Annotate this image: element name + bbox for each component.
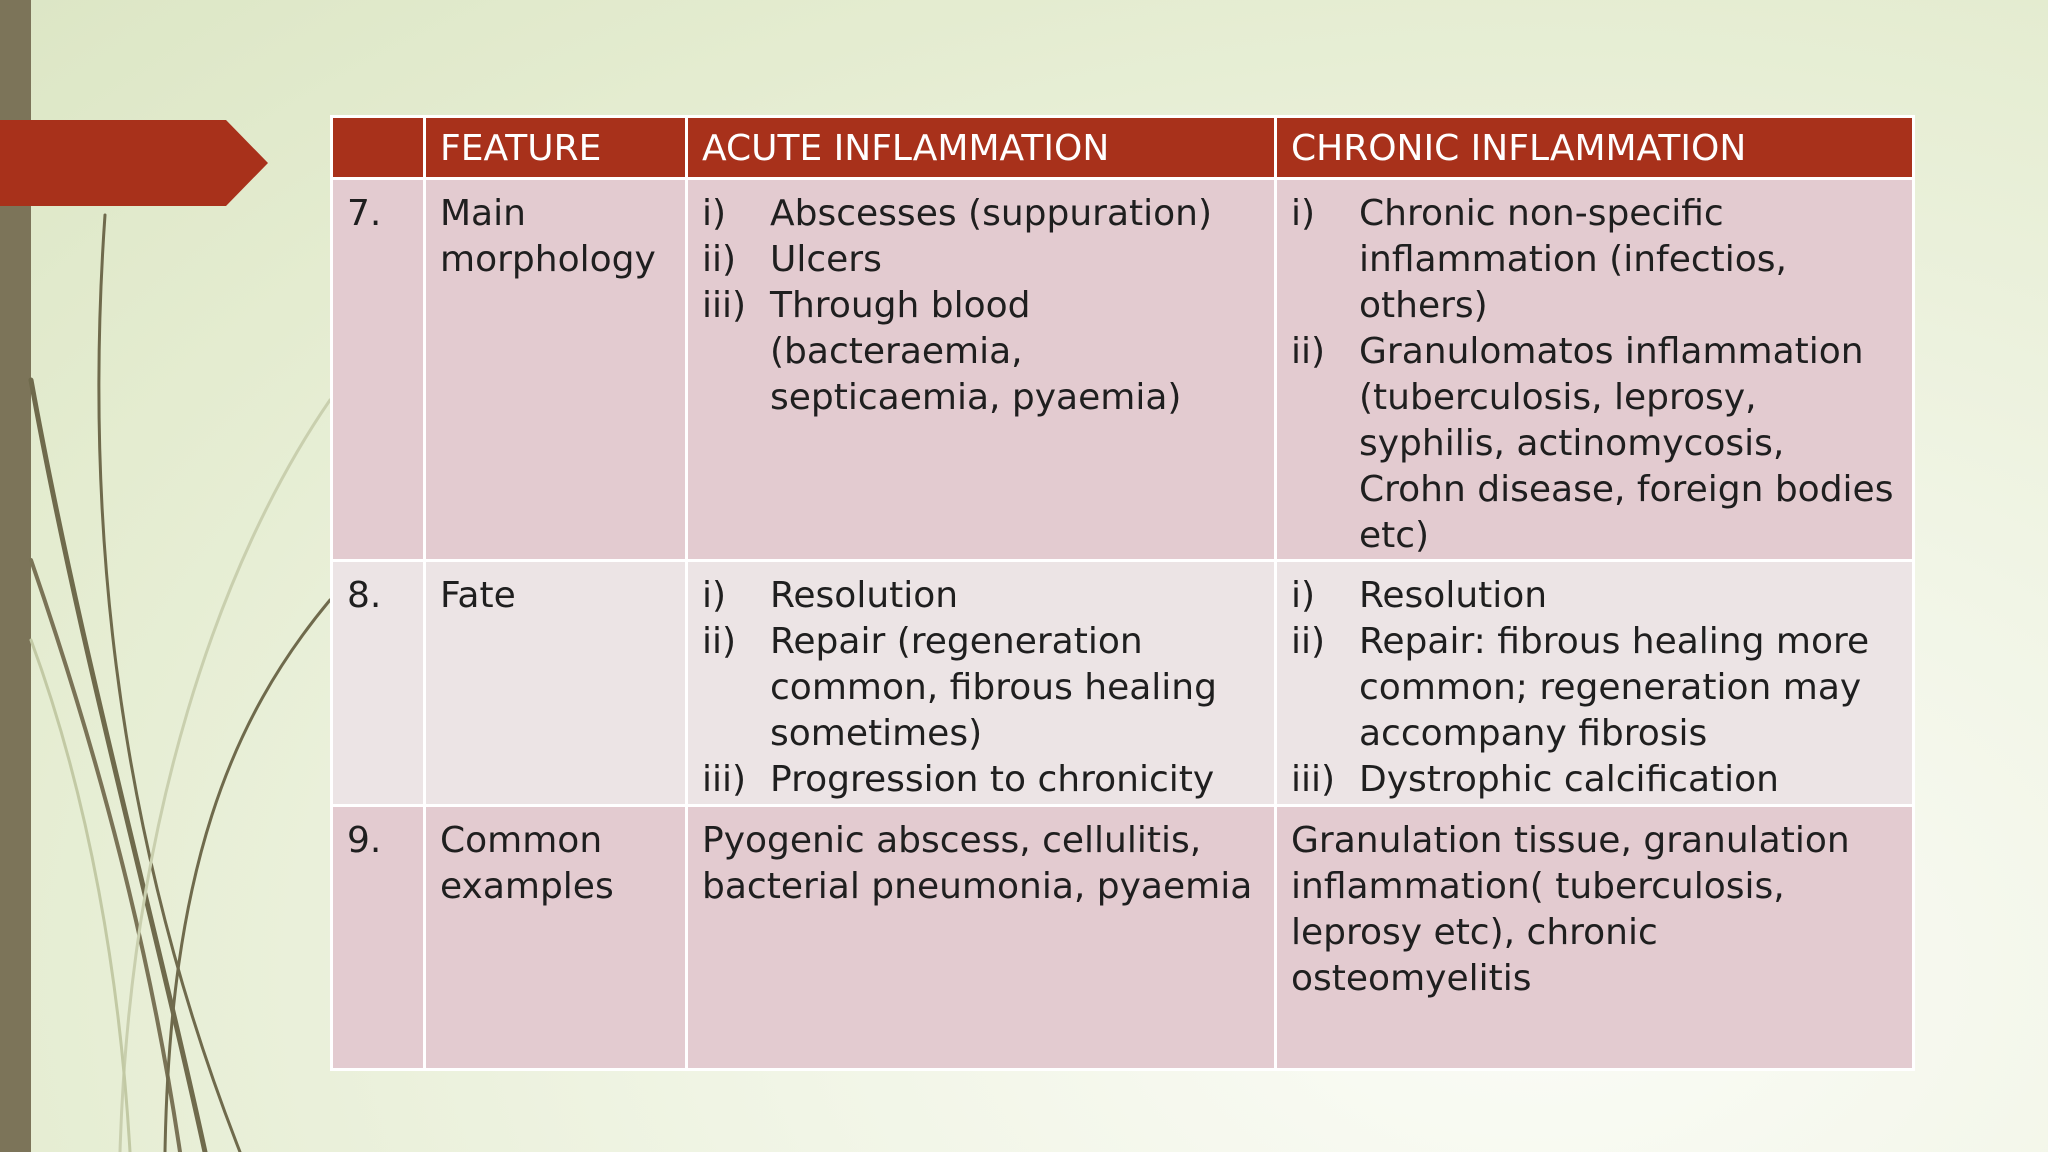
- chronic-cell: [1276, 561, 1914, 806]
- table-row: [332, 179, 1914, 561]
- table-row: [332, 561, 1914, 806]
- list-item: [1291, 573, 1898, 619]
- list-item: [702, 237, 1260, 283]
- list-marker: ii): [702, 621, 737, 662]
- row-num: 8.: [332, 561, 425, 806]
- list-text: Chronic non-specific inflammation (infectios, others): [1359, 193, 1787, 326]
- row-num: 9.: [332, 806, 425, 1070]
- list-marker: ii): [1291, 331, 1326, 372]
- list-marker: iii): [1291, 759, 1336, 800]
- acute-cell: [687, 179, 1276, 561]
- list-item: [702, 191, 1260, 237]
- list-marker: iii): [702, 285, 747, 326]
- list-text: Repair: fibrous healing more common; regeneration may accompany fibrosis: [1359, 621, 1870, 754]
- list-item: [1291, 191, 1898, 329]
- list-text: Granulomatos inflammation (tuberculosis, leprosy, syphilis, actinomycosis, Crohn disease, foreign bodies etc): [1359, 331, 1894, 556]
- list-text: Resolution: [770, 575, 959, 616]
- list-marker: i): [1291, 575, 1316, 616]
- list-marker: iii): [702, 759, 747, 800]
- header-num: [332, 117, 425, 179]
- row-feature: Fate: [425, 561, 687, 806]
- list-text: Through blood (bacteraemia, septicaemia, pyaemia): [770, 285, 1182, 418]
- list-item: [702, 573, 1260, 619]
- list-item: [1291, 329, 1898, 559]
- header-chronic: CHRONIC INFLAMMATION: [1276, 117, 1914, 179]
- row-feature: Main morphology: [425, 179, 687, 561]
- list-item: [1291, 619, 1898, 757]
- chronic-cell: Granulation tissue, granulation inflammation( tuberculosis, leprosy etc), chronic osteomyelitis: [1276, 806, 1914, 1070]
- list-marker: ii): [702, 239, 737, 280]
- acute-cell: [687, 561, 1276, 806]
- table-header-row: [332, 117, 1914, 179]
- list-text: Ulcers: [770, 239, 882, 280]
- list-item: [702, 757, 1260, 803]
- acute-cell: Pyogenic abscess, cellulitis, bacterial pneumonia, pyaemia: [687, 806, 1276, 1070]
- list-text: Dystrophic calcification: [1359, 759, 1779, 800]
- header-acute: ACUTE INFLAMMATION: [687, 117, 1276, 179]
- chronic-cell: [1276, 179, 1914, 561]
- list-marker: ii): [1291, 621, 1326, 662]
- list-item: [702, 619, 1260, 757]
- list-marker: i): [1291, 193, 1316, 234]
- comparison-table: [330, 115, 1915, 1071]
- list-marker: i): [702, 193, 727, 234]
- list-item: [1291, 757, 1898, 803]
- row-num: 7.: [332, 179, 425, 561]
- row-feature: Common examples: [425, 806, 687, 1070]
- list-item: [702, 283, 1260, 421]
- list-text: Progression to chronicity: [770, 759, 1215, 800]
- list-text: Resolution: [1359, 575, 1548, 616]
- table-row: [332, 806, 1914, 1070]
- header-feature: FEATURE: [425, 117, 687, 179]
- list-text: Abscesses (suppuration): [770, 193, 1213, 234]
- list-text: Repair (regeneration common, fibrous healing sometimes): [770, 621, 1217, 754]
- decorative-curves: [0, 0, 340, 1152]
- list-marker: i): [702, 575, 727, 616]
